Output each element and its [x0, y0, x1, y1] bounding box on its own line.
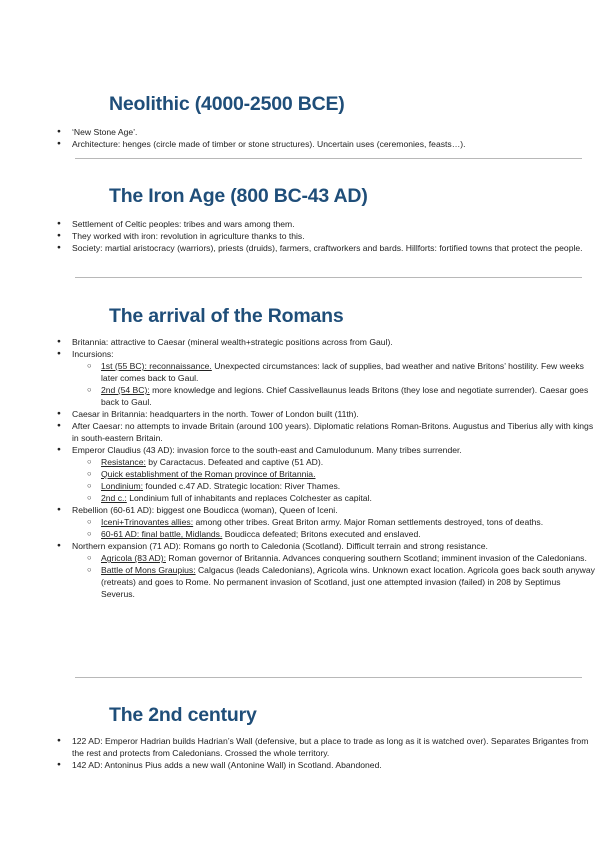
list-item: ● After Caesar: no attempts to invade Britain (around 100 years). Diplomatic relations Roman-Britons. Augustus and Tiberius ally with kings in south-eastern Britain. — [57, 420, 595, 444]
list-item: ● Caesar in Britannia: headquarters in the north. Tower of London built (11th). — [57, 408, 595, 420]
underlined-term: 1st (55 BC): reconnaissance. — [101, 361, 212, 371]
romans-list — [57, 336, 595, 600]
sub-list-item — [87, 564, 595, 600]
divider — [75, 158, 582, 159]
list-item: ● Settlement of Celtic peoples: tribes and wars among them. — [57, 218, 595, 230]
sub-list-item — [87, 384, 595, 408]
underlined-term: 60-61 AD: final battle, Midlands. — [101, 529, 223, 539]
underlined-term: Resistance: — [101, 457, 146, 467]
sub-list-item — [87, 480, 595, 492]
item-text: Roman governor of Britannia. Advances conquering southern Scotland; imminent invasion of the Caledonians. — [165, 553, 587, 563]
item-text: Calgacus (leads Caledonians), Agricola wins. Unknown exact location. Agricola goes back south anyway (retreats) and goes to Rome. No permanent invasion of Scotland, just one attempted invasion (failed) in 208 by Septimus Severus. — [101, 565, 595, 599]
underlined-term: Quick establishment of the Roman province of Britannia. — [101, 469, 316, 479]
item-text: Emperor Claudius (43 AD): invasion force to the south-east and Camulodunum. Many tribes surrender. — [72, 445, 462, 455]
heading-neolithic: Neolithic (4000-2500 BCE) — [109, 93, 345, 115]
item-text: by Caractacus. Defeated and captive (51 AD). — [145, 457, 324, 467]
underlined-term: Battle of Mons Graupius: — [101, 565, 196, 575]
underlined-term: Iceni+Trinovantes allies: — [101, 517, 194, 527]
sub-list-item — [87, 552, 595, 564]
item-text: Northern expansion (71 AD): Romans go north to Caledonia (Scotland). Difficult terrain and strong resistance. — [72, 541, 488, 551]
sub-list-item — [87, 456, 595, 468]
rebellion-sublist — [87, 516, 595, 540]
heading-second-century: The 2nd century — [109, 704, 257, 726]
heading-iron-age: The Iron Age (800 BC-43 AD) — [109, 185, 368, 207]
heading-romans: The arrival of the Romans — [109, 305, 344, 327]
underlined-term: 2nd c.: — [101, 493, 127, 503]
list-item: ● Britannia: attractive to Caesar (mineral wealth+strategic positions across from Gaul). — [57, 336, 595, 348]
list-item: ● Architecture: henges (circle made of timber or stone structures). Uncertain uses (ceremonies, feasts…). — [57, 138, 595, 150]
item-text: founded c.47 AD. Strategic location: River Thames. — [143, 481, 341, 491]
sub-list-item — [87, 360, 595, 384]
sub-list-item — [87, 528, 595, 540]
item-text: more knowledge and legions. Chief Cassivellaunus leads Britons (they lose and negotiate surrender). Caesar goes back to Gaul. — [101, 385, 589, 407]
claudius-sublist — [87, 456, 595, 504]
northern-sublist — [87, 552, 595, 600]
list-item: ● 122 AD: Emperor Hadrian builds Hadrian’s Wall (defensive, but a place to trade as long as it is watched over). Separates Brigantes from the rest and protects from Caledonians. Crossed the whole territory. — [57, 735, 595, 759]
list-item: ● 142 AD: Antoninus Pius adds a new wall (Antonine Wall) in Scotland. Abandoned. — [57, 759, 595, 771]
list-item-claudius — [57, 444, 595, 504]
second-century-list — [57, 735, 595, 771]
underlined-term: 2nd (54 BC): — [101, 385, 150, 395]
underlined-term: Agricola (83 AD): — [101, 553, 166, 563]
list-item: ● They worked with iron: revolution in agriculture thanks to this. — [57, 230, 595, 242]
sub-list-item — [87, 492, 595, 504]
list-item-incursions — [57, 348, 595, 408]
sub-list-item — [87, 516, 595, 528]
item-text: Boudicca defeated; Britons executed and enslaved. — [222, 529, 421, 539]
list-item: ● ‘New Stone Age’. — [57, 126, 595, 138]
divider — [75, 277, 582, 278]
list-item-rebellion — [57, 504, 595, 540]
list-item-northern — [57, 540, 595, 600]
item-text: Londinium full of inhabitants and replaces Colchester as capital. — [126, 493, 372, 503]
sub-list-item — [87, 468, 595, 480]
iron-age-list — [57, 218, 595, 254]
underlined-term: Londinium: — [101, 481, 144, 491]
neolithic-list — [57, 126, 595, 150]
item-text: Unexpected circumstances: lack of supplies, bad weather and native Britons’ hostility. Few weeks later comes back to Gaul. — [101, 361, 584, 383]
list-item: ● Society: martial aristocracy (warriors), priests (druids), farmers, craftworkers and bards. Hillforts: fortified towns that protect the people. — [57, 242, 595, 254]
item-text: among other tribes. Great Briton army. Major Roman settlements destroyed, tons of deaths. — [193, 517, 544, 527]
incursions-label: Incursions: — [72, 349, 114, 359]
divider — [75, 677, 582, 678]
incursions-sublist — [87, 360, 595, 408]
item-text: Rebellion (60-61 AD): biggest one Boudicca (woman), Queen of Iceni. — [72, 505, 338, 515]
